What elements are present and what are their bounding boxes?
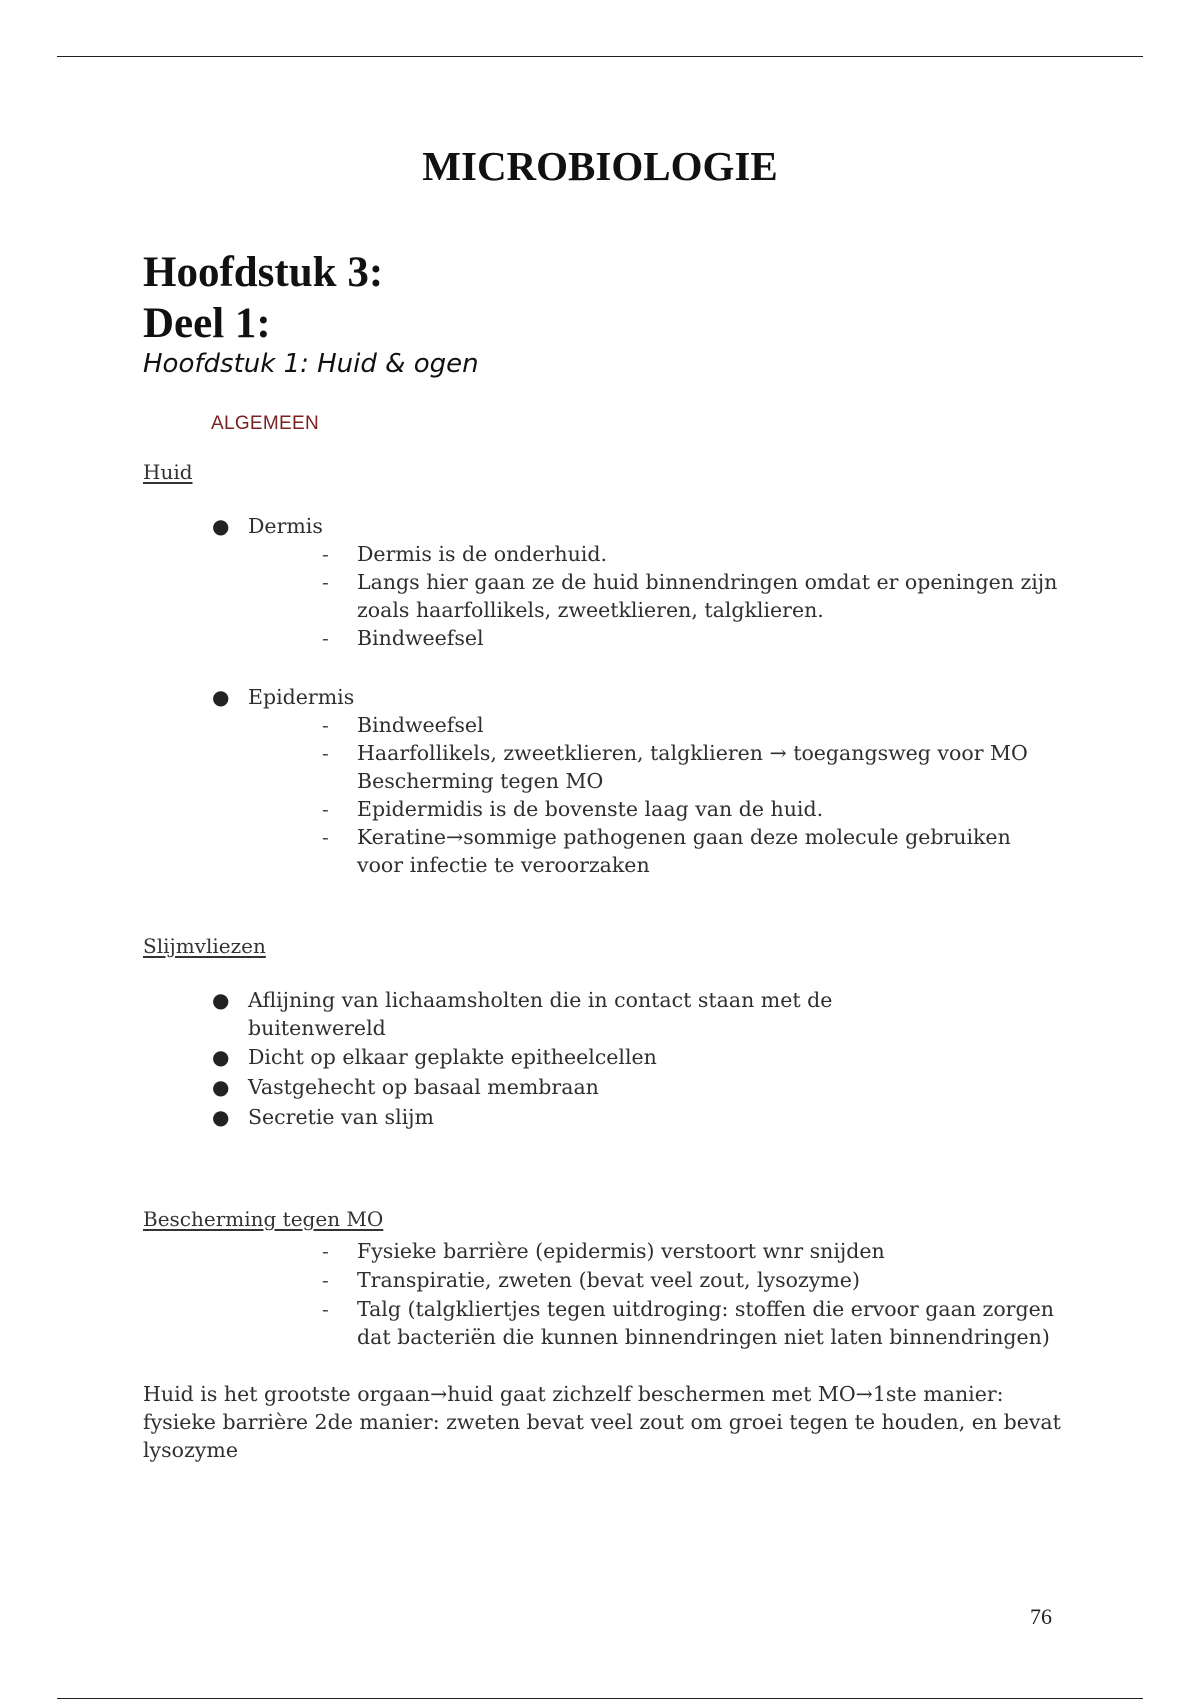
list-item-epidermis: Epidermis (248, 685, 355, 709)
header-rule (57, 56, 1143, 57)
dash-icon: - (322, 713, 329, 737)
sub-item-continuation: dat bacteriën die kunnen binnendringen niet laten binnendringen) (357, 1325, 1050, 1349)
list-item-continuation: buitenwereld (248, 1016, 386, 1040)
bullet-icon: ● (212, 514, 230, 538)
dash-icon: - (322, 797, 329, 821)
dash-icon: - (322, 1239, 329, 1263)
sub-item: Haarfollikels, zweetklieren, talgklieren → toegangsweg voor MO (357, 741, 1028, 765)
sub-item: Epidermidis is de bovenste laag van de huid. (357, 797, 824, 821)
bullet-icon: ● (212, 1075, 230, 1099)
sub-item-continuation: zoals haarfollikels, zweetklieren, talgklieren. (357, 598, 824, 622)
sub-item-continuation: Bescherming tegen MO (357, 769, 604, 793)
part-heading: Deel 1: (143, 300, 271, 347)
dash-icon: - (322, 825, 329, 849)
sub-item: Langs hier gaan ze de huid binnendringen omdat er openingen zijn (357, 570, 1058, 594)
sub-item: Fysieke barrière (epidermis) verstoort wnr snijden (357, 1239, 885, 1263)
footer-rule (57, 1698, 1143, 1699)
summary-line: lysozyme (143, 1438, 238, 1462)
list-item: Vastgehecht op basaal membraan (248, 1075, 599, 1099)
bullet-icon: ● (212, 685, 230, 709)
list-item: Secretie van slijm (248, 1105, 434, 1129)
sub-item: Keratine→sommige pathogenen gaan deze molecule gebruiken (357, 825, 1011, 849)
summary-line: Huid is het grootste orgaan→huid gaat zichzelf beschermen met MO→1ste manier: (143, 1382, 1004, 1406)
chapter-subheading: Hoofdstuk 1: Huid & ogen (143, 349, 479, 379)
page-number: 76 (1030, 1604, 1052, 1629)
bullet-icon: ● (212, 1045, 230, 1069)
dash-icon: - (322, 1268, 329, 1292)
section-tag: ALGEMEEN (211, 413, 319, 434)
chapter-heading: Hoofdstuk 3: (143, 249, 384, 296)
sub-item: Bindweefsel (357, 713, 484, 737)
dash-icon: - (322, 626, 329, 650)
section-label-huid: Huid (143, 460, 193, 484)
list-item-dermis: Dermis (248, 514, 323, 538)
dash-icon: - (322, 1297, 329, 1321)
summary-line: fysieke barrière 2de manier: zweten bevat veel zout om groei tegen te houden, en bevat (143, 1410, 1061, 1434)
list-item: Dicht op elkaar geplakte epitheelcellen (248, 1045, 657, 1069)
sub-item: Talg (talgkliertjes tegen uitdroging: stoffen die ervoor gaan zorgen (357, 1297, 1054, 1321)
sub-item-continuation: voor infectie te veroorzaken (357, 853, 650, 877)
bullet-icon: ● (212, 988, 230, 1012)
section-label-bescherming: Bescherming tegen MO (143, 1207, 384, 1231)
list-item: Aflijning van lichaamsholten die in contact staan met de (248, 988, 833, 1012)
sub-item: Bindweefsel (357, 626, 484, 650)
dash-icon: - (322, 542, 329, 566)
dash-icon: - (322, 570, 329, 594)
document-title: MICROBIOLOGIE (422, 143, 778, 189)
sub-item: Transpiratie, zweten (bevat veel zout, lysozyme) (357, 1268, 860, 1292)
section-label-slijmvliezen: Slijmvliezen (143, 934, 266, 958)
sub-item: Dermis is de onderhuid. (357, 542, 607, 566)
dash-icon: - (322, 741, 329, 765)
bullet-icon: ● (212, 1105, 230, 1129)
